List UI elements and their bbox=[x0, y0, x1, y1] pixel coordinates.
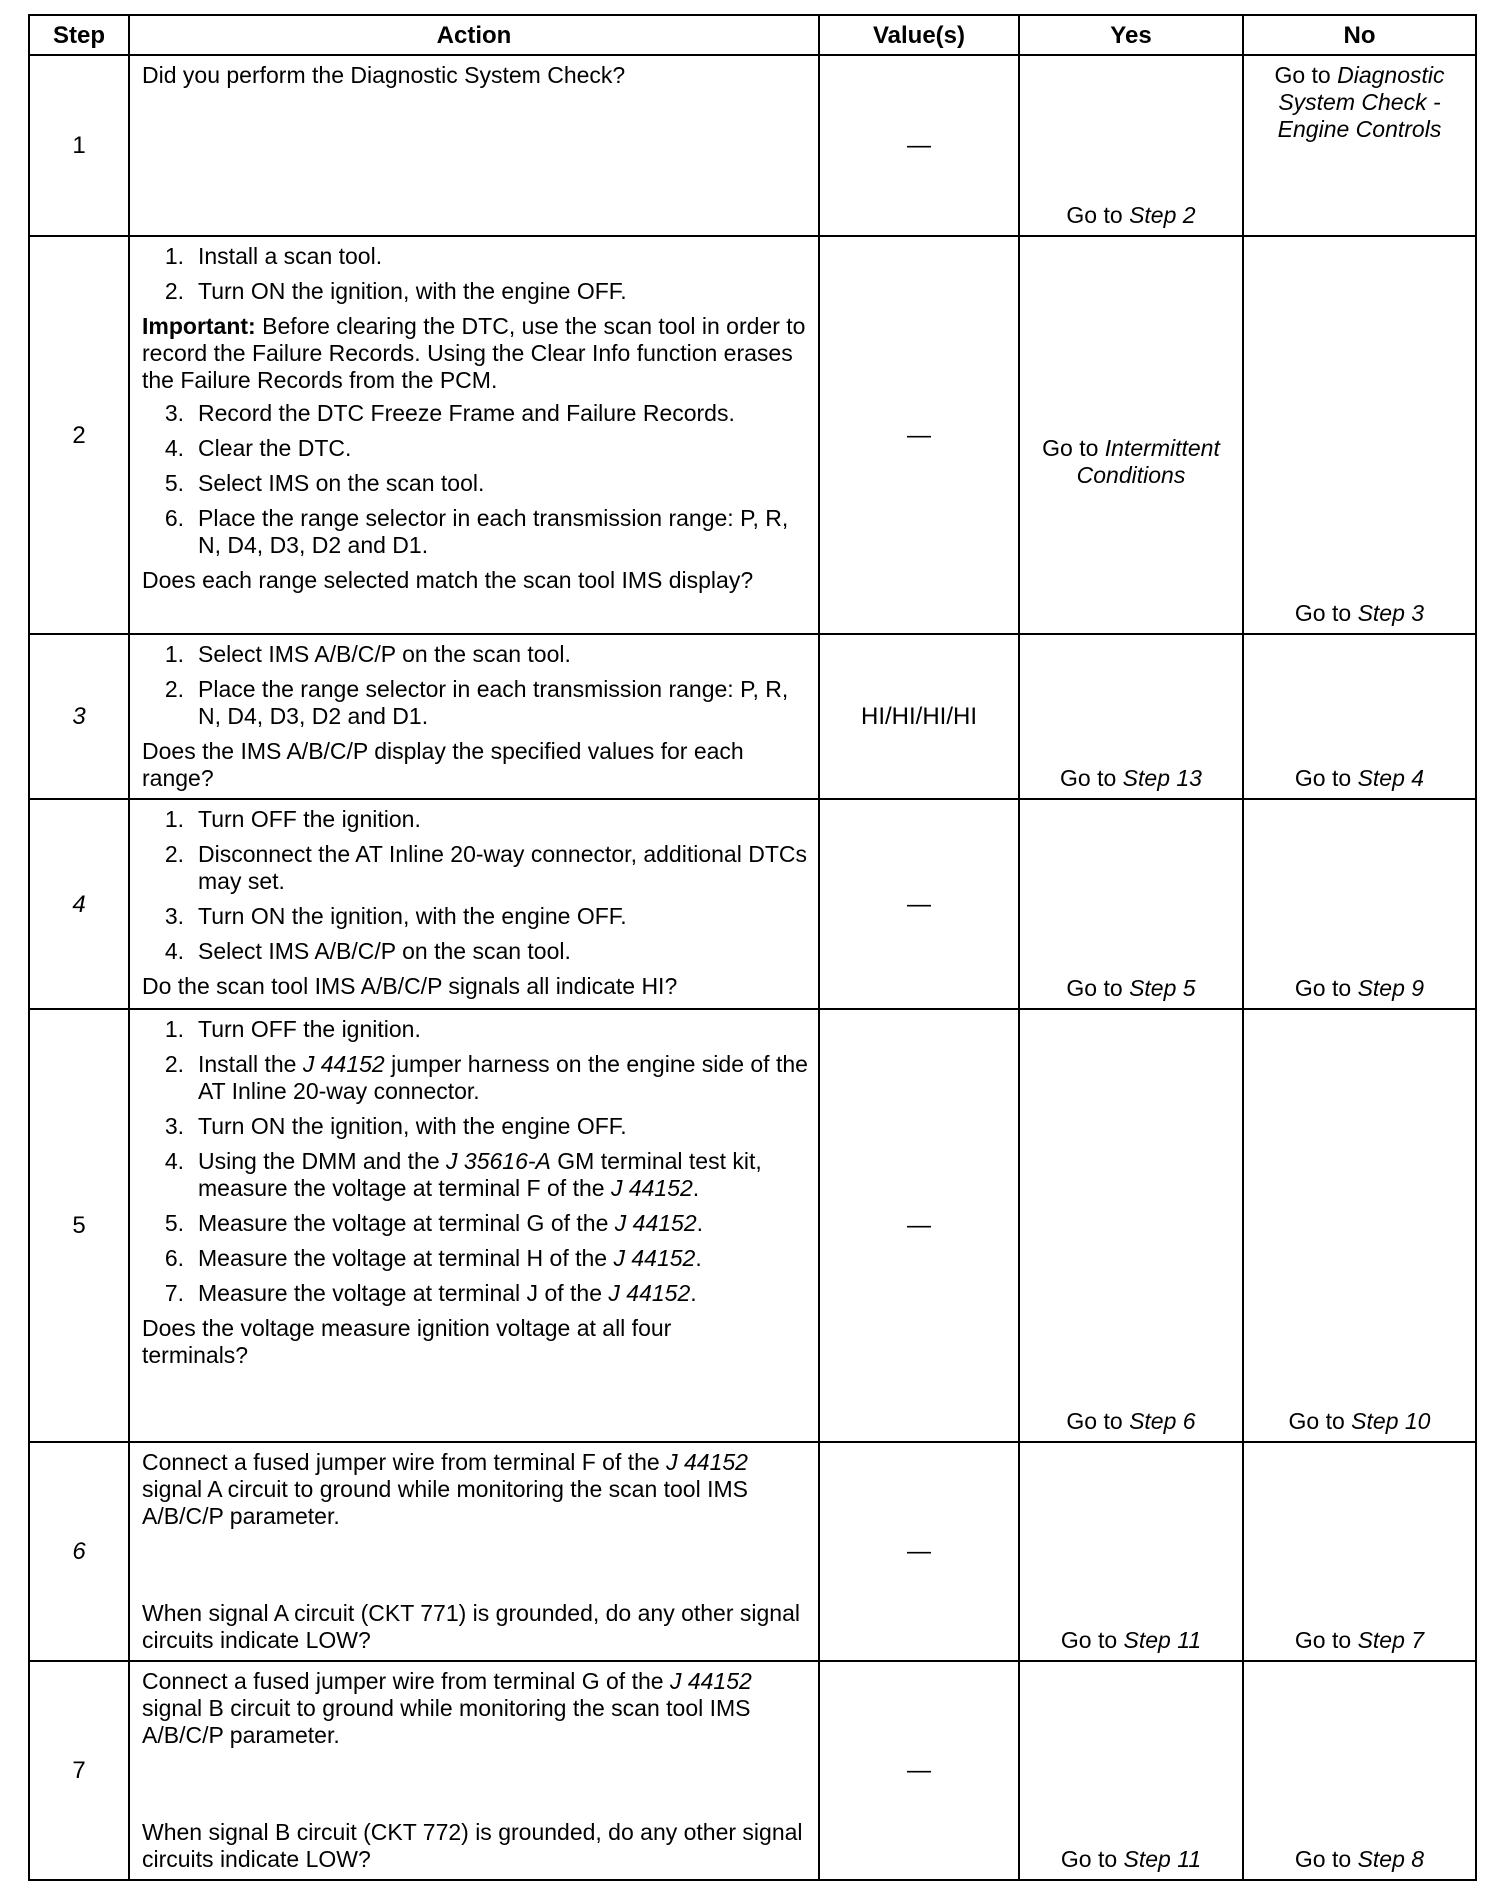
value-cell: — bbox=[819, 1661, 1019, 1880]
step-number: 6 bbox=[29, 1442, 129, 1661]
step-list bbox=[142, 1016, 808, 1307]
instruction-text bbox=[142, 1449, 808, 1530]
list-item bbox=[142, 1016, 808, 1043]
question-text: Does each range selected match the scan tool IMS display? bbox=[142, 567, 754, 593]
tool-reference: J 44152 bbox=[666, 1449, 748, 1475]
item-text: Turn ON the ignition, with the engine OFF. bbox=[198, 278, 627, 304]
item-text: Clear the DTC. bbox=[198, 435, 352, 461]
no-prefix: Go to bbox=[1274, 62, 1338, 88]
no-cell bbox=[1243, 55, 1476, 236]
no-link[interactable]: Step 9 bbox=[1357, 975, 1425, 1001]
list-item bbox=[142, 903, 808, 930]
question-text: Does the voltage measure ignition voltage at all four terminals? bbox=[142, 1315, 672, 1368]
item-text-part: jumper harness on the engine side of the AT Inline 20-way connector. bbox=[198, 1051, 808, 1104]
list-item bbox=[142, 806, 808, 833]
tool-reference: J 44152 bbox=[608, 1280, 691, 1306]
yes-link[interactable]: Step 11 bbox=[1123, 1627, 1202, 1653]
action-cell bbox=[129, 1442, 819, 1661]
no-cell bbox=[1243, 799, 1476, 1009]
instruction-part: signal A circuit to ground while monitoring the scan tool IMS A/B/C/P parameter. bbox=[142, 1476, 748, 1529]
question-text: Do the scan tool IMS A/B/C/P signals all indicate HI? bbox=[142, 973, 678, 999]
item-text-part: Using the DMM and the bbox=[198, 1148, 447, 1174]
no-cell bbox=[1243, 634, 1476, 799]
tool-reference: J 44152 bbox=[613, 1245, 696, 1271]
item-text-part: Measure the voltage at terminal J of the bbox=[198, 1280, 609, 1306]
item-number: 1. bbox=[164, 806, 184, 832]
item-number: 4. bbox=[164, 1148, 184, 1174]
no-cell bbox=[1243, 1442, 1476, 1661]
header-no: No bbox=[1243, 15, 1476, 55]
yes-cell bbox=[1019, 1661, 1243, 1880]
item-text bbox=[198, 1280, 808, 1307]
item-number: 3. bbox=[164, 903, 184, 929]
item-text-part: Measure the voltage at terminal G of the bbox=[198, 1210, 615, 1236]
instruction-text bbox=[142, 1668, 808, 1749]
yes-cell bbox=[1019, 1009, 1243, 1442]
no-link[interactable]: Step 8 bbox=[1357, 1846, 1425, 1872]
item-number: 4. bbox=[164, 435, 184, 461]
item-text: Place the range selector in each transmission range: P, R, N, D4, D3, D2 and D1. bbox=[198, 505, 789, 558]
header-action: Action bbox=[129, 15, 819, 55]
step-number: 5 bbox=[29, 1009, 129, 1442]
yes-link[interactable]: Intermittent Conditions bbox=[1076, 435, 1220, 488]
item-text-part: Turn ON the ignition, with the engine OFF. bbox=[198, 1113, 627, 1139]
item-text bbox=[198, 1051, 808, 1105]
table-row bbox=[29, 1442, 1476, 1661]
list-item bbox=[142, 278, 808, 305]
yes-prefix: Go to bbox=[1060, 1846, 1124, 1872]
item-text bbox=[198, 1245, 808, 1272]
item-text-part: GM terminal test kit, measure the voltage at terminal F of the bbox=[198, 1148, 762, 1201]
yes-link[interactable]: Step 6 bbox=[1129, 1408, 1196, 1434]
item-number: 6. bbox=[164, 1245, 184, 1271]
question-text: When signal A circuit (CKT 771) is grounded, do any other signal circuits indicate LOW? bbox=[142, 1600, 800, 1653]
no-prefix: Go to bbox=[1288, 1408, 1352, 1434]
no-cell bbox=[1243, 1661, 1476, 1880]
yes-link[interactable]: Step 5 bbox=[1129, 975, 1196, 1001]
item-number: 2. bbox=[164, 676, 184, 702]
item-number: 1. bbox=[164, 243, 184, 269]
tool-reference: J 44152 bbox=[302, 1051, 385, 1077]
item-text-part: Measure the voltage at terminal H of the bbox=[198, 1245, 614, 1271]
tool-reference: J 35616-A bbox=[446, 1148, 551, 1174]
item-number: 7. bbox=[164, 1280, 184, 1306]
action-cell bbox=[129, 1009, 819, 1442]
item-text-part: . bbox=[690, 1280, 697, 1306]
item-number: 3. bbox=[164, 1113, 184, 1139]
item-text-part: . bbox=[696, 1210, 704, 1236]
value-cell: — bbox=[819, 799, 1019, 1009]
tool-reference: J 44152 bbox=[610, 1175, 693, 1201]
item-text bbox=[198, 1148, 808, 1202]
item-number: 4. bbox=[164, 938, 184, 964]
step-number: 3 bbox=[29, 634, 129, 799]
table-row bbox=[29, 1661, 1476, 1880]
action-cell bbox=[129, 634, 819, 799]
item-number: 6. bbox=[164, 505, 184, 531]
action-cell bbox=[129, 1661, 819, 1880]
diagnostic-table bbox=[28, 14, 1477, 1881]
item-text: Select IMS A/B/C/P on the scan tool. bbox=[198, 641, 571, 667]
value-cell: — bbox=[819, 1009, 1019, 1442]
action-cell bbox=[129, 55, 819, 236]
item-text bbox=[198, 1210, 808, 1237]
no-link[interactable]: Step 7 bbox=[1357, 1627, 1425, 1653]
item-text bbox=[198, 1016, 808, 1043]
item-text-part: Turn OFF the ignition. bbox=[198, 1016, 421, 1042]
list-item bbox=[142, 841, 808, 895]
item-text: Select IMS on the scan tool. bbox=[198, 470, 485, 496]
table-row bbox=[29, 1009, 1476, 1442]
no-link[interactable]: Step 4 bbox=[1357, 765, 1425, 791]
value-cell: — bbox=[819, 55, 1019, 236]
yes-cell bbox=[1019, 799, 1243, 1009]
item-number: 2. bbox=[164, 278, 184, 304]
item-text: Record the DTC Freeze Frame and Failure Records. bbox=[198, 400, 735, 426]
step-number: 7 bbox=[29, 1661, 129, 1880]
item-text: Disconnect the AT Inline 20-way connector, additional DTCs may set. bbox=[198, 841, 807, 894]
yes-link[interactable]: Step 13 bbox=[1122, 765, 1202, 791]
no-link[interactable]: Step 3 bbox=[1357, 600, 1425, 626]
item-text: Select IMS A/B/C/P on the scan tool. bbox=[198, 938, 571, 964]
tool-reference: J 44152 bbox=[669, 1668, 752, 1694]
step-number: 2 bbox=[29, 236, 129, 634]
question-text: Does the IMS A/B/C/P display the specified values for each range? bbox=[142, 738, 744, 791]
step-list bbox=[142, 243, 808, 305]
yes-prefix: Go to bbox=[1066, 1408, 1130, 1434]
instruction-part: Connect a fused jumper wire from terminal F of the bbox=[142, 1449, 667, 1475]
action-cell bbox=[129, 236, 819, 634]
header-yes: Yes bbox=[1019, 15, 1243, 55]
item-number: 1. bbox=[164, 1016, 184, 1042]
list-item bbox=[142, 641, 808, 668]
table-row bbox=[29, 634, 1476, 799]
list-item bbox=[142, 470, 808, 497]
no-prefix: Go to bbox=[1294, 600, 1358, 626]
item-number: 2. bbox=[164, 1051, 184, 1077]
question-text: When signal B circuit (CKT 772) is grounded, do any other signal circuits indicate LOW? bbox=[142, 1819, 803, 1872]
list-item bbox=[142, 400, 808, 427]
list-item bbox=[142, 938, 808, 965]
list-item bbox=[142, 1113, 808, 1140]
spacer bbox=[142, 1530, 808, 1600]
list-item bbox=[142, 1210, 808, 1237]
table-row bbox=[29, 799, 1476, 1009]
no-prefix: Go to bbox=[1294, 1627, 1358, 1653]
item-number: 2. bbox=[164, 841, 184, 867]
list-item bbox=[142, 1245, 808, 1272]
value-cell: — bbox=[819, 236, 1019, 634]
instruction-part: Connect a fused jumper wire from terminal G of the bbox=[142, 1668, 670, 1694]
no-link[interactable]: Step 10 bbox=[1351, 1408, 1431, 1434]
item-text: Install a scan tool. bbox=[198, 243, 383, 269]
no-prefix: Go to bbox=[1294, 975, 1358, 1001]
yes-cell bbox=[1019, 1442, 1243, 1661]
list-item bbox=[142, 505, 808, 559]
question-text: Did you perform the Diagnostic System Check? bbox=[142, 62, 626, 88]
item-text: Place the range selector in each transmission range: P, R, N, D4, D3, D2 and D1. bbox=[198, 676, 789, 729]
yes-prefix: Go to bbox=[1060, 1627, 1124, 1653]
no-prefix: Go to bbox=[1294, 1846, 1358, 1872]
tool-reference: J 44152 bbox=[614, 1210, 697, 1236]
item-text-part: Install the bbox=[198, 1051, 303, 1077]
list-item bbox=[142, 676, 808, 730]
item-number: 1. bbox=[164, 641, 184, 667]
item-text bbox=[198, 1113, 808, 1140]
value-cell: HI/HI/HI/HI bbox=[819, 634, 1019, 799]
yes-cell bbox=[1019, 236, 1243, 634]
item-number: 5. bbox=[164, 470, 184, 496]
step-list bbox=[142, 641, 808, 730]
step-number: 1 bbox=[29, 55, 129, 236]
yes-link[interactable]: Step 11 bbox=[1123, 1846, 1202, 1872]
step-list bbox=[142, 806, 808, 965]
item-text-part: . bbox=[692, 1175, 700, 1201]
yes-prefix: Go to bbox=[1042, 435, 1105, 461]
item-number: 3. bbox=[164, 400, 184, 426]
yes-prefix: Go to bbox=[1066, 975, 1130, 1001]
header-step: Step bbox=[29, 15, 129, 55]
header-row bbox=[29, 15, 1476, 55]
list-item bbox=[142, 1280, 808, 1307]
item-number: 5. bbox=[164, 1210, 184, 1236]
step-list bbox=[142, 400, 808, 559]
important-note bbox=[142, 313, 808, 394]
list-item bbox=[142, 1051, 808, 1105]
yes-cell bbox=[1019, 55, 1243, 236]
list-item bbox=[142, 243, 808, 270]
list-item bbox=[142, 1148, 808, 1202]
no-prefix: Go to bbox=[1294, 765, 1358, 791]
list-item bbox=[142, 435, 808, 462]
yes-prefix: Go to bbox=[1066, 202, 1130, 228]
important-label: Important: bbox=[142, 313, 256, 339]
spacer bbox=[142, 1749, 808, 1819]
instruction-part: signal B circuit to ground while monitoring the scan tool IMS A/B/C/P parameter. bbox=[142, 1695, 751, 1748]
item-text: Turn ON the ignition, with the engine OFF. bbox=[198, 903, 627, 929]
item-text: Turn OFF the ignition. bbox=[198, 806, 421, 832]
action-cell bbox=[129, 799, 819, 1009]
value-cell: — bbox=[819, 1442, 1019, 1661]
diagnostic-table-page bbox=[28, 14, 1475, 1881]
header-values: Value(s) bbox=[819, 15, 1019, 55]
no-cell bbox=[1243, 236, 1476, 634]
step-number: 4 bbox=[29, 799, 129, 1009]
no-link[interactable]: Diagnostic System Check - Engine Controls bbox=[1277, 62, 1445, 142]
table-row bbox=[29, 236, 1476, 634]
yes-link[interactable]: Step 2 bbox=[1129, 202, 1196, 228]
yes-cell bbox=[1019, 634, 1243, 799]
item-text-part: . bbox=[695, 1245, 702, 1271]
important-text: Before clearing the DTC, use the scan tool in order to record the Failure Records. Using the Clear Info function erases the Failure Records from the PCM. bbox=[142, 313, 806, 393]
no-cell bbox=[1243, 1009, 1476, 1442]
table-row bbox=[29, 55, 1476, 236]
yes-prefix: Go to bbox=[1060, 765, 1123, 791]
